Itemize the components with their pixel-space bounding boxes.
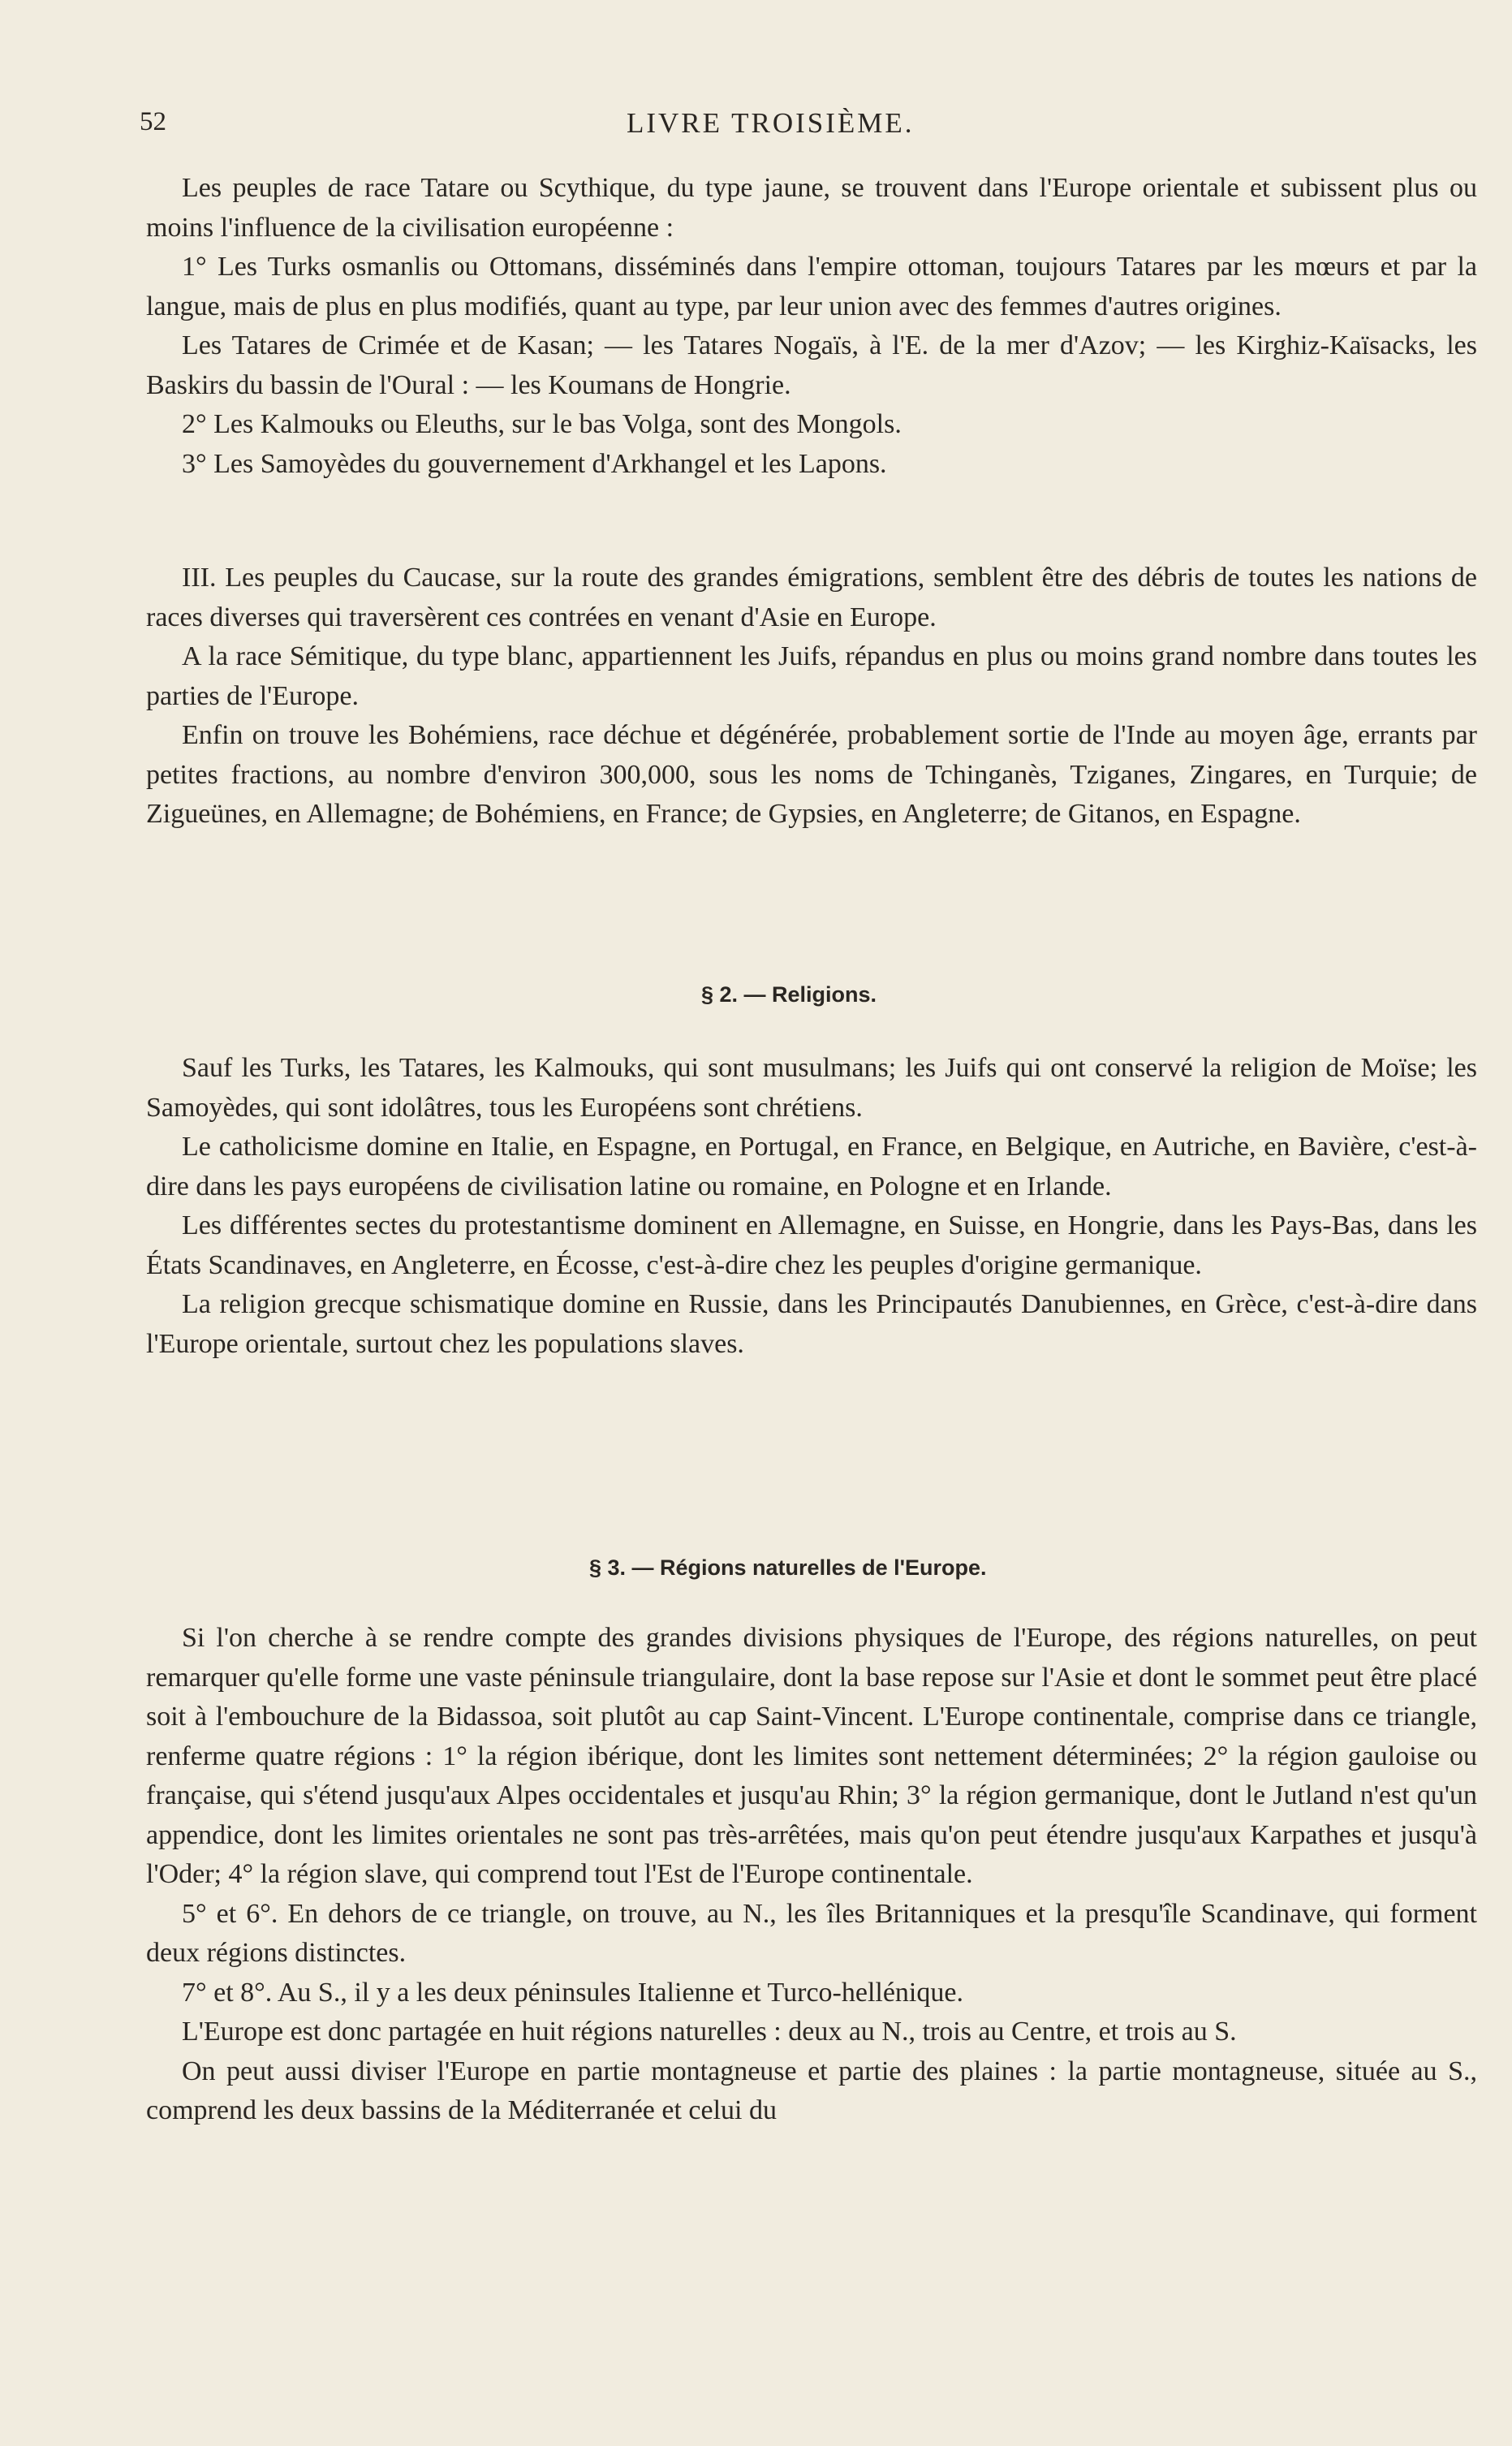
paragraph: 5° et 6°. En dehors de ce triangle, on trouve, au N., les îles Britanniques et la presqu'île Scandinave, qui forment deux régions distinctes. bbox=[146, 1898, 1477, 1968]
paragraph: 2° Les Kalmouks ou Eleuths, sur le bas Volga, sont des Mongols. bbox=[182, 409, 902, 439]
running-title: LIVRE TROISIÈME. bbox=[627, 107, 915, 139]
paragraph: Les différentes sectes du protestantisme dominent en Allemagne, en Suisse, en Hongrie, dans les Pays-Bas, dans les États Scandinaves, en Angleterre, en Écosse, c'est-à-dire chez les peuples d'origine germanique. bbox=[146, 1210, 1477, 1280]
section-heading-regions: § 3. — Régions naturelles de l'Europe. bbox=[589, 1555, 987, 1580]
page-header bbox=[140, 107, 1471, 156]
block-caucasus-semitic-bohemians bbox=[146, 559, 1477, 835]
block-peoples-tatar bbox=[146, 169, 1477, 484]
paragraph: Si l'on cherche à se rendre compte des grandes divisions physiques de l'Europe, des régions naturelles, on peut remarquer qu'elle forme une vaste péninsule triangulaire, dont la base repose sur l'Asie et dont le sommet peut être placé soit à l'embouchure de la Bidassoa, soit plutôt au cap Saint-Vincent. L'Europe continentale, comprise dans ce triangle, renferme quatre régions : 1° la région ibérique, dont les limites sont nettement déterminées; 2° la région gauloise ou française, qui s'étend jusqu'aux Alpes occidentales et jusqu'au Rhin; 3° la région germanique, dont le Jutland n'est qu'un appendice, dont les limites orientales ne sont pas très-arrêtées, mais qu'on peut étendre jusqu'aux Karpathes et jusqu'à l'Oder; 4° la région slave, qui comprend tout l'Est de l'Europe continentale. bbox=[146, 1623, 1477, 1889]
paragraph: Sauf les Turks, les Tatares, les Kalmouks, qui sont musulmans; les Juifs qui ont conservé la religion de Moïse; les Samoyèdes, qui sont idolâtres, tous les Européens sont chrétiens. bbox=[146, 1053, 1477, 1123]
paragraph: 3° Les Samoyèdes du gouvernement d'Arkhangel et les Lapons. bbox=[182, 448, 887, 479]
page-number: 52 bbox=[140, 107, 166, 136]
paragraph: L'Europe est donc partagée en huit régions naturelles : deux au N., trois au Centre, et trois au S. bbox=[182, 2017, 1237, 2047]
paragraph: La religion grecque schismatique domine en Russie, dans les Principautés Danubiennes, en Grèce, c'est-à-dire dans l'Europe orientale, surtout chez les populations slaves. bbox=[146, 1289, 1477, 1359]
section-regions-body bbox=[146, 1619, 1477, 2131]
paragraph: A la race Sémitique, du type blanc, appartiennent les Juifs, répandus en plus ou moins grand nombre dans toutes les parties de l'Europe. bbox=[146, 641, 1477, 711]
paragraph: Les Tatares de Crimée et de Kasan; — les Tatares Nogaïs, à l'E. de la mer d'Azov; — les Kirghiz-Kaïsacks, les Baskirs du bassin de l'Oural : — les Koumans de Hongrie. bbox=[146, 330, 1477, 400]
paragraph: 1° Les Turks osmanlis ou Ottomans, disséminés dans l'empire ottoman, toujours Tatares par les mœurs et par la langue, mais de plus en plus modifiés, quant au type, par leur union avec des femmes d'autres origines. bbox=[146, 252, 1477, 321]
paragraph: 7° et 8°. Au S., il y a les deux péninsules Italienne et Turco-hellénique. bbox=[182, 1977, 963, 2008]
paragraph: Le catholicisme domine en Italie, en Espagne, en Portugal, en France, en Belgique, en Autriche, en Bavière, c'est-à-dire dans les pays européens de civilisation latine ou romaine, en Pologne et en Irlande. bbox=[146, 1132, 1477, 1201]
paragraph: III. Les peuples du Caucase, sur la route des grandes émigrations, semblent être des débris de toutes les nations de races diverses qui traversèrent ces contrées en venant d'Asie en Europe. bbox=[146, 563, 1477, 632]
paragraph: Les peuples de race Tatare ou Scythique, du type jaune, se trouvent dans l'Europe orientale et subissent plus ou moins l'influence de la civilisation européenne : bbox=[146, 173, 1477, 243]
section-religions-body bbox=[146, 1049, 1477, 1364]
paragraph: Enfin on trouve les Bohémiens, race déchue et dégénérée, probablement sortie de l'Inde au moyen âge, errants par petites fractions, au nombre d'environ 300,000, sous les noms de Tchinganès, Tziganes, Zingares, en Turquie; de Zigueünes, en Allemagne; de Bohémiens, en France; de Gypsies, en Angleterre; de Gitanos, en Espagne. bbox=[146, 720, 1477, 829]
paragraph: On peut aussi diviser l'Europe en partie montagneuse et partie des plaines : la partie montagneuse, située au S., comprend les deux bassins de la Méditerranée et celui du bbox=[146, 2056, 1477, 2125]
section-heading-religions: § 2. — Religions. bbox=[701, 982, 877, 1007]
